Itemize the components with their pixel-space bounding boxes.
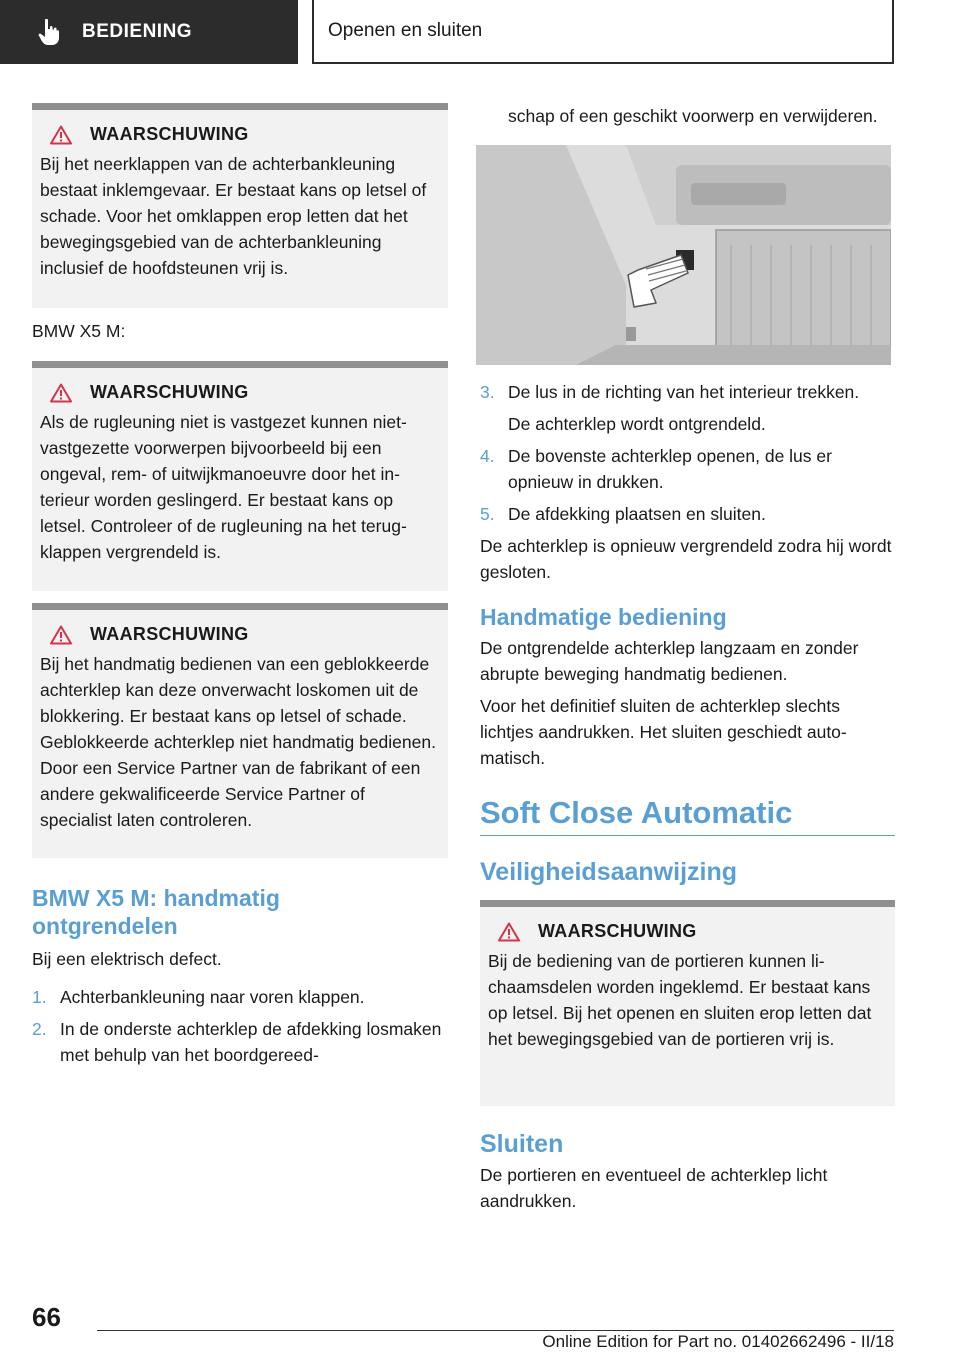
- closing-text: De portieren en eventueel de achterklep licht aandrukken.: [480, 1165, 828, 1211]
- warning-triangle-icon: [50, 125, 72, 145]
- list-item: 3. De lus in de richting van het interieur trekken.: [480, 382, 860, 402]
- warning-triangle-icon: [50, 625, 72, 645]
- list-item: 1. Achterbankleuning naar voren klappen.: [32, 987, 365, 1007]
- model-label: BMW X5 M:: [32, 321, 126, 341]
- safety-heading: Veiligheidsaanwijzing: [480, 858, 738, 886]
- soft-close-title-block: [480, 795, 895, 836]
- steps-list: [32, 984, 448, 1068]
- warning-text: Bij het neerklappen van de achterbankleuning bestaat inklemgevaar. Er bestaat kans op letsel of schade. Voor het omklappen erop letten dat het bewegingsgebied van de achterbankleuning inclusief de hoofdsteunen vrij is.: [40, 154, 427, 278]
- warning-box: [32, 361, 448, 591]
- manual-heading: Handmatige bediening: [480, 604, 727, 630]
- chapter-title: Openen en sluiten: [328, 20, 483, 41]
- closing-heading: Sluiten: [480, 1130, 564, 1158]
- soft-close-heading: Soft Close Automatic: [480, 795, 793, 830]
- steps-list: [480, 379, 895, 527]
- list-item: 5. De afdekking plaatsen en sluiten.: [480, 504, 766, 524]
- page-number: 66: [32, 1302, 61, 1332]
- warning-box: [32, 103, 448, 308]
- list-item: 4. De bovenste achterklep openen, de lus er opnieuw in drukken.: [480, 446, 832, 492]
- after-steps-text: De achterklep is opnieuw vergrendeld zodra hij wordt gesloten.: [480, 536, 892, 582]
- right-column: [480, 103, 895, 1214]
- warning-heading: WAARSCHUWING: [40, 124, 438, 145]
- footer-divider: [97, 1330, 894, 1331]
- warning-box: [480, 900, 895, 1106]
- warning-heading: WAARSCHUWING: [40, 382, 438, 403]
- intro-text: Bij een elektrisch defect.: [32, 949, 222, 969]
- trunk-illustration: [476, 145, 891, 365]
- edition-note: Online Edition for Part no. 01402662496 - II/18: [542, 1332, 894, 1351]
- section-title: BEDIENING: [82, 21, 193, 42]
- section-heading: BMW X5 M: handmatig ontgrendelen: [32, 885, 280, 939]
- hand-pointer-icon: [38, 18, 60, 46]
- manual-paragraph: Voor het definitief sluiten de achterklep slechts lichtjes aandrukken. Het sluiten geschiedt automatisch.: [480, 696, 847, 768]
- manual-paragraph: De ontgrendelde achterklep langzaam en zonder abrupte beweging handmatig bedienen.: [480, 638, 859, 684]
- continuation-text: schap of een geschikt voorwerp en verwijderen.: [508, 106, 878, 126]
- warning-triangle-icon: [50, 383, 72, 403]
- warning-triangle-icon: [498, 922, 520, 942]
- chapter-header: [312, 0, 894, 64]
- warning-box: [32, 603, 448, 858]
- warning-text: Bij de bediening van de portieren kunnen lichaamsdelen worden ingeklemd. Er bestaat kans op letsel. Bij het openen en sluiten erop letten dat het bewegingsgebied van de portieren vrij is.: [488, 951, 872, 1049]
- left-column: [32, 103, 448, 1068]
- warning-heading: WAARSCHUWING: [40, 624, 438, 645]
- warning-text: Als de rugleuning niet is vastgezet kunnen nietvastgezette voorwerpen bijvoorbeeld bij een ongeval, rem- of uitwijkmanoeuvre door het interieur worden geslingerd. Er bestaat kans op letsel. Controleer of de rugleuning na het terugklappen vergrendeld is.: [40, 412, 407, 562]
- warning-heading: WAARSCHUWING: [488, 921, 885, 942]
- warning-text: Bij het handmatig bedienen van een geblokkeerde achterklep kan deze onverwacht loskomen uit de blokkering. Er bestaat kans op letsel of schade. Geblokkeerde achterklep niet handmatig bedienen. Door een Service Partner van de fabrikant of een andere gekwalificeerde Service Partner of specialist laten controleren.: [40, 654, 436, 830]
- list-item: 2. In de onderste achterklep de afdekking losmaken met behulp van het boordgereed-: [32, 1019, 442, 1065]
- list-item-result: De achterklep wordt ontgrendeld.: [508, 414, 766, 434]
- section-tab: [0, 0, 298, 64]
